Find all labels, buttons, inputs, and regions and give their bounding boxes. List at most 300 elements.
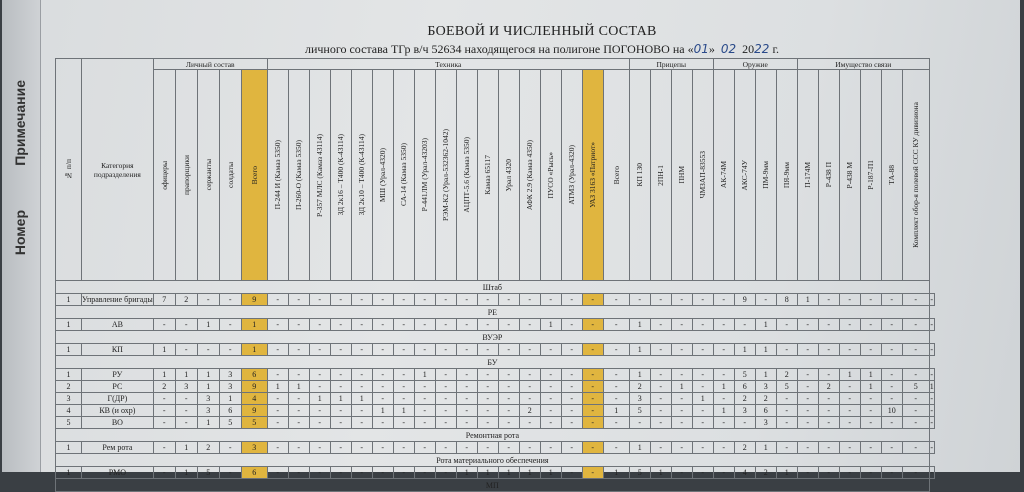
table-cell: - <box>818 405 839 417</box>
row-category: Управление бригады <box>82 295 153 304</box>
section-row <box>56 281 935 294</box>
table-cell: - <box>755 294 776 306</box>
table-cell: 2 <box>197 442 219 454</box>
table-cell: 1 <box>197 381 219 393</box>
table-cell: 2 <box>629 381 650 393</box>
table-cell: - <box>860 467 881 479</box>
table-row <box>56 467 935 479</box>
section-row <box>56 454 935 467</box>
table-cell: - <box>372 344 393 356</box>
table-cell: - <box>519 393 540 405</box>
table-cell: - <box>498 381 519 393</box>
col-header: ПМ-9мм <box>755 70 776 281</box>
table-cell: - <box>930 443 934 452</box>
section-title: Ремонтная рота <box>56 429 930 442</box>
table-cell: 1 <box>241 344 267 356</box>
table-cell: 1 <box>929 382 934 391</box>
table-cell: - <box>713 442 734 454</box>
table-cell: - <box>671 319 692 331</box>
table-cell: - <box>713 319 734 331</box>
section-title: БУ <box>56 356 930 369</box>
table-cell: - <box>477 417 498 429</box>
col-header: ПЯ-9мм <box>776 70 797 281</box>
row-category: КВ (и охр) <box>82 405 154 417</box>
table-cell: - <box>671 467 692 479</box>
table-cell: - <box>153 417 175 429</box>
table-cell: - <box>351 344 372 356</box>
table-cell: - <box>734 417 755 429</box>
table-cell: 3 <box>175 381 197 393</box>
table-cell: - <box>603 319 629 331</box>
col-header: РЭМ-К2 (Урал-532362-1042) <box>435 70 456 281</box>
column-header-row <box>56 70 935 281</box>
table-cell: - <box>582 369 603 381</box>
table-cell: - <box>713 393 734 405</box>
table-cell: - <box>839 294 860 306</box>
table-cell: - <box>288 319 309 331</box>
table-cell: - <box>330 417 351 429</box>
table-cell: 8 <box>776 294 797 306</box>
row-number: 4 <box>56 405 82 417</box>
table-cell: - <box>860 405 881 417</box>
table-cell: 5 <box>902 381 929 393</box>
table-cell: - <box>582 405 603 417</box>
row-number: 1 <box>56 294 82 306</box>
group-technics: Техника <box>267 59 629 70</box>
table-cell: - <box>540 369 561 381</box>
table-cell: - <box>650 294 671 306</box>
table-cell: - <box>603 442 629 454</box>
table-cell: - <box>902 405 929 417</box>
table-cell: - <box>288 405 309 417</box>
table-cell: - <box>582 467 603 479</box>
table-cell: - <box>414 405 435 417</box>
table-cell: - <box>309 442 330 454</box>
table-cell: 1 <box>456 467 477 479</box>
col-header: Р-441ЛМ (Урал-43203) <box>414 70 435 281</box>
table-cell: - <box>197 294 219 306</box>
table-cell: - <box>582 344 603 356</box>
table-cell: - <box>288 393 309 405</box>
table-cell: - <box>267 319 288 331</box>
table-cell: - <box>692 381 713 393</box>
table-cell: - <box>797 405 818 417</box>
table-cell: 1 <box>498 467 519 479</box>
table-cell: - <box>477 405 498 417</box>
table-cell: - <box>519 344 540 356</box>
table-cell: 7 <box>153 294 175 306</box>
row-category: РМО <box>82 467 154 479</box>
table-cell: - <box>629 417 650 429</box>
table-row <box>56 369 935 381</box>
table-cell: - <box>414 417 435 429</box>
table-cell: - <box>175 405 197 417</box>
table-cell: - <box>498 393 519 405</box>
table-cell: - <box>288 369 309 381</box>
table-cell: - <box>692 442 713 454</box>
table-cell: - <box>797 467 818 479</box>
table-cell: - <box>930 418 934 427</box>
table-cell: - <box>309 319 330 331</box>
table-cell: - <box>797 393 818 405</box>
table-cell: 6 <box>734 381 755 393</box>
table-cell: - <box>818 344 839 356</box>
row-category: РУ <box>82 369 154 381</box>
table-cell: - <box>902 294 929 306</box>
table-cell: - <box>881 393 902 405</box>
group-header-row <box>56 59 935 70</box>
table-cell: - <box>153 467 175 479</box>
table-cell: - <box>692 467 713 479</box>
table-cell: - <box>692 369 713 381</box>
table-cell: - <box>603 393 629 405</box>
table-cell: - <box>519 442 540 454</box>
table-cell: - <box>330 344 351 356</box>
table-cell: 1 <box>776 467 797 479</box>
strength-table-grid <box>55 58 935 492</box>
table-cell: 1 <box>650 467 671 479</box>
table-cell: - <box>797 319 818 331</box>
table-cell: 1 <box>629 344 650 356</box>
table-cell: - <box>498 442 519 454</box>
col-header: АТМЗ (Урал-4320) <box>561 70 582 281</box>
table-cell: - <box>267 405 288 417</box>
table-cell: - <box>881 381 902 393</box>
table-cell: - <box>540 393 561 405</box>
table-cell: - <box>309 405 330 417</box>
table-cell: 2 <box>755 393 776 405</box>
table-cell: - <box>435 442 456 454</box>
table-cell: - <box>519 319 540 331</box>
section-title: МП <box>56 479 930 492</box>
table-cell: 5 <box>776 381 797 393</box>
table-cell: - <box>839 467 860 479</box>
table-cell: 1 <box>797 294 818 306</box>
table-row <box>56 319 935 331</box>
table-cell: - <box>881 417 902 429</box>
table-cell: - <box>902 344 929 356</box>
row-number: 1 <box>56 467 82 479</box>
col-header: Комплект обор-я полевой ССС КУ дивизиона <box>902 70 929 281</box>
table-cell: - <box>393 467 414 479</box>
table-cell: - <box>713 294 734 306</box>
table-cell: 3 <box>629 393 650 405</box>
table-cell: - <box>540 417 561 429</box>
col-header: СА-14 (Камаз 5350) <box>393 70 414 281</box>
table-cell: - <box>372 442 393 454</box>
table-cell: - <box>456 405 477 417</box>
table-cell: 6 <box>241 369 267 381</box>
table-cell: - <box>839 319 860 331</box>
table-cell: 9 <box>241 381 267 393</box>
table-cell: - <box>351 381 372 393</box>
document-subtitle: личного состава ТГр в/ч 52634 находящегося на полигоне ПОГОНОВО на «01» 02 2022 г. <box>304 42 780 56</box>
table-cell: - <box>930 406 934 415</box>
table-cell: - <box>414 467 435 479</box>
table-cell: - <box>393 442 414 454</box>
table-cell: 5 <box>197 467 219 479</box>
table-row <box>56 405 935 417</box>
table-cell: 9 <box>241 405 267 417</box>
table-cell: - <box>288 344 309 356</box>
table-cell: - <box>456 294 477 306</box>
table-cell: - <box>902 319 929 331</box>
table-cell: - <box>351 467 372 479</box>
table-cell: - <box>839 381 860 393</box>
table-cell: 1 <box>839 369 860 381</box>
table-cell: - <box>881 442 902 454</box>
table-cell: - <box>839 393 860 405</box>
table-cell: - <box>797 381 818 393</box>
table-cell: - <box>330 381 351 393</box>
table-cell: - <box>881 344 902 356</box>
table-cell: - <box>881 319 902 331</box>
table-cell: - <box>930 345 934 354</box>
row-category: КП <box>82 344 154 356</box>
table-cell: - <box>351 442 372 454</box>
table-cell: - <box>414 393 435 405</box>
col-header: Всего <box>603 70 629 281</box>
table-cell: 2 <box>175 294 197 306</box>
table-cell: - <box>603 381 629 393</box>
table-cell: 1 <box>755 344 776 356</box>
table-cell: 1 <box>153 369 175 381</box>
table-cell: - <box>219 319 241 331</box>
table-cell: 1 <box>477 467 498 479</box>
table-cell: 1 <box>197 369 219 381</box>
col-header: Категория подразделения <box>82 59 154 281</box>
table-cell: - <box>650 344 671 356</box>
table-cell: - <box>288 442 309 454</box>
table-cell: 3 <box>197 393 219 405</box>
row-category: АВ <box>82 319 154 331</box>
table-cell: - <box>288 417 309 429</box>
table-cell: - <box>414 442 435 454</box>
table-cell: 1 <box>713 381 734 393</box>
table-cell: - <box>435 369 456 381</box>
table-cell: - <box>330 369 351 381</box>
table-cell: - <box>603 344 629 356</box>
section-row <box>56 331 935 344</box>
table-cell: - <box>818 369 839 381</box>
table-cell: 1 <box>629 369 650 381</box>
table-cell: 1 <box>153 344 175 356</box>
table-cell: - <box>776 319 797 331</box>
table-cell: 1 <box>288 381 309 393</box>
table-cell: - <box>650 442 671 454</box>
table-cell: - <box>734 319 755 331</box>
table-cell: - <box>671 405 692 417</box>
col-header: Р-187-П1 <box>860 70 881 281</box>
table-cell: - <box>477 393 498 405</box>
table-cell: - <box>267 294 288 306</box>
table-cell: - <box>519 417 540 429</box>
table-cell: - <box>153 319 175 331</box>
table-cell: - <box>818 319 839 331</box>
table-cell: - <box>860 393 881 405</box>
group-trailers: Прицепы <box>629 59 713 70</box>
table-cell: - <box>650 319 671 331</box>
table-cell: - <box>582 381 603 393</box>
table-cell: - <box>902 369 929 381</box>
col-header: ЗД 2к16 – Т400 (К-43114) <box>330 70 351 281</box>
table-cell: - <box>671 417 692 429</box>
col-header: ЧМЗАП-83553 <box>692 70 713 281</box>
table-cell: - <box>498 369 519 381</box>
table-cell: - <box>330 319 351 331</box>
table-cell: - <box>582 294 603 306</box>
table-row <box>56 381 935 393</box>
table-cell: - <box>456 417 477 429</box>
table-cell: - <box>818 442 839 454</box>
table-cell: 1 <box>241 319 267 331</box>
col-header: Р-438 М <box>839 70 860 281</box>
table-cell: - <box>582 417 603 429</box>
binder-strip <box>2 0 41 472</box>
table-cell: - <box>456 442 477 454</box>
table-cell: 1 <box>175 369 197 381</box>
table-cell: 5 <box>241 417 267 429</box>
col-header: солдаты <box>219 70 241 281</box>
table-cell: 1 <box>175 442 197 454</box>
table-cell: 1 <box>755 319 776 331</box>
table-cell: - <box>930 320 934 329</box>
table-cell: 1 <box>860 369 881 381</box>
table-cell: - <box>219 442 241 454</box>
table-cell: - <box>435 381 456 393</box>
table-cell: - <box>267 393 288 405</box>
handwritten-month: 02 <box>720 42 737 56</box>
col-header: ЗД 2к10 – Т400 (К-43114) <box>351 70 372 281</box>
table-cell: - <box>498 319 519 331</box>
table-cell: - <box>902 467 929 479</box>
table-cell: - <box>776 393 797 405</box>
table-cell: - <box>175 393 197 405</box>
row-category: Г(ДР) <box>82 393 154 405</box>
table-cell: - <box>713 369 734 381</box>
row-number: 5 <box>56 417 82 429</box>
table-cell: 3 <box>219 369 241 381</box>
table-cell: - <box>713 467 734 479</box>
table-cell: 3 <box>755 417 776 429</box>
table-cell: 3 <box>241 442 267 454</box>
table-cell: - <box>330 294 351 306</box>
table-cell: - <box>393 344 414 356</box>
table-cell: - <box>776 417 797 429</box>
table-cell: - <box>650 405 671 417</box>
table-cell: - <box>414 381 435 393</box>
table-cell: - <box>477 294 498 306</box>
table-cell: 1 <box>860 381 881 393</box>
table-cell: 2 <box>755 467 776 479</box>
table-cell: - <box>519 294 540 306</box>
table-cell: 10 <box>881 405 902 417</box>
table-cell: - <box>393 381 414 393</box>
table-cell: - <box>393 393 414 405</box>
table-cell: - <box>372 467 393 479</box>
table-cell: 2 <box>776 369 797 381</box>
col-header: ТА-88 <box>881 70 902 281</box>
col-header: Р-357 МЛС (Камаз 43114) <box>309 70 330 281</box>
table-cell: - <box>797 344 818 356</box>
table-cell: 3 <box>197 405 219 417</box>
table-cell: 5 <box>629 467 650 479</box>
table-cell: 1 <box>734 344 755 356</box>
table-cell: 1 <box>372 405 393 417</box>
table-cell: - <box>881 467 902 479</box>
col-header: 2ПН-1 <box>650 70 671 281</box>
table-cell: 1 <box>540 467 561 479</box>
col-header: АЦПТ-5.6 (Камаз 5350) <box>456 70 477 281</box>
table-cell: - <box>267 442 288 454</box>
table-cell: - <box>561 405 582 417</box>
table-cell: - <box>561 467 582 479</box>
table-cell: - <box>175 344 197 356</box>
table-cell: - <box>414 344 435 356</box>
table-cell: - <box>330 442 351 454</box>
table-cell: - <box>351 319 372 331</box>
strength-table <box>55 58 935 492</box>
col-header: КП 130 <box>629 70 650 281</box>
table-cell: - <box>330 467 351 479</box>
row-number: 2 <box>56 381 82 393</box>
table-cell: - <box>540 344 561 356</box>
table-cell: - <box>498 417 519 429</box>
table-cell: - <box>372 381 393 393</box>
table-cell: 6 <box>755 405 776 417</box>
col-header: Всего <box>241 70 267 281</box>
group-comms: Имущество связи <box>797 59 929 70</box>
table-cell: - <box>456 319 477 331</box>
table-cell: 1 <box>219 393 241 405</box>
table-cell: - <box>435 319 456 331</box>
table-cell: - <box>561 369 582 381</box>
table-cell: - <box>650 369 671 381</box>
col-header: ПУСО «Рысь» <box>540 70 561 281</box>
table-cell: - <box>839 344 860 356</box>
table-cell: - <box>818 393 839 405</box>
table-cell: - <box>881 369 902 381</box>
section-row <box>56 306 935 319</box>
col-header: МШ (Урал-4320) <box>372 70 393 281</box>
table-cell: - <box>818 467 839 479</box>
table-cell: - <box>860 417 881 429</box>
col-header: АКС-74У <box>734 70 755 281</box>
table-cell: - <box>839 417 860 429</box>
table-cell: - <box>776 344 797 356</box>
table-cell: - <box>561 319 582 331</box>
col-header: ПНМ <box>671 70 692 281</box>
table-cell: 1 <box>175 467 197 479</box>
table-cell: - <box>540 442 561 454</box>
row-category: Рем рота <box>82 442 154 454</box>
col-header: УАЗ 3163 «Патриот» <box>582 70 603 281</box>
table-row <box>56 294 935 306</box>
table-cell: - <box>393 294 414 306</box>
table-cell: 1 <box>603 467 629 479</box>
table-cell: 1 <box>629 442 650 454</box>
table-cell: - <box>456 369 477 381</box>
table-cell: 1 <box>755 369 776 381</box>
table-cell: - <box>860 442 881 454</box>
table-cell: - <box>309 344 330 356</box>
section-title: РЕ <box>56 306 930 319</box>
table-cell: 3 <box>734 405 755 417</box>
table-cell: - <box>498 344 519 356</box>
table-cell: - <box>902 393 929 405</box>
table-cell: - <box>881 294 902 306</box>
table-cell: 1 <box>330 393 351 405</box>
